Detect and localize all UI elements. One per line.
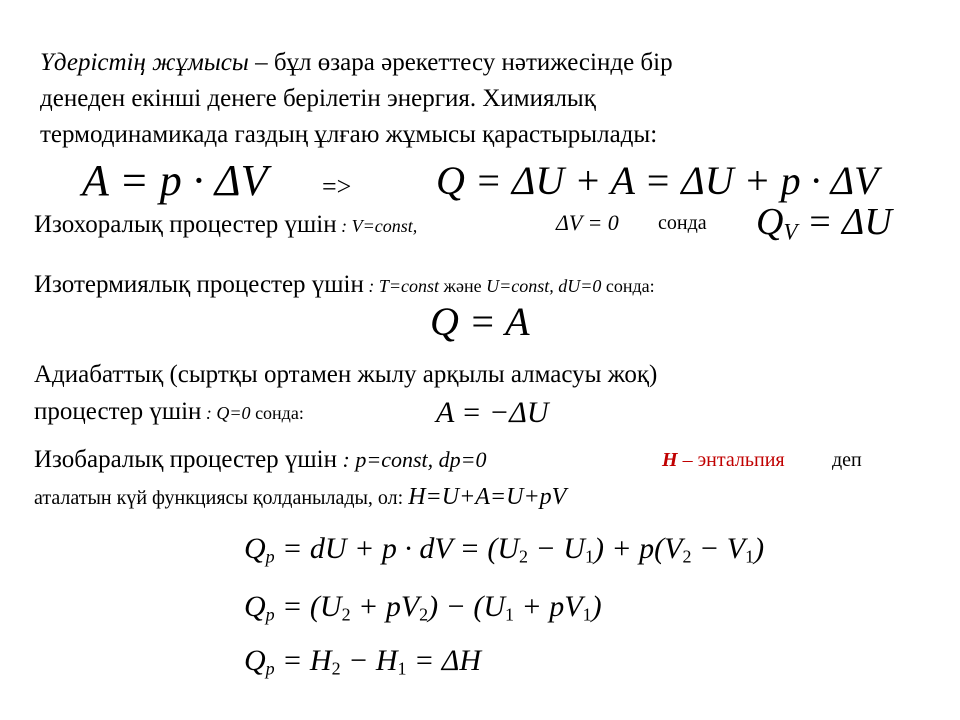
eq2-part-d: + pV (514, 590, 583, 623)
eq1-part-b: − U (528, 532, 585, 565)
isochoric-q-sub: V (783, 219, 798, 245)
isothermal-and: және (439, 276, 487, 296)
eq1-sub-1: 2 (519, 546, 529, 567)
isochoric-q: Q (756, 201, 784, 243)
eq3-part-b: − H (340, 644, 398, 677)
eq1-part-d: − V (691, 532, 746, 565)
eq3-part-a: = H (274, 644, 332, 677)
adiabatic-text: процестер үшін (34, 398, 202, 425)
equation-3 (244, 644, 481, 680)
adiabatic-then: сонда: (250, 403, 304, 423)
intro-line-1 (40, 46, 673, 79)
isochoric-text: Изохоралық процестер үшін (34, 211, 337, 238)
work-formula: A = p · ΔV (82, 156, 268, 205)
eq1-lhs: Q (244, 532, 266, 565)
eq1-sub-4: 1 (745, 546, 755, 567)
isobaric-condition: : p=const, dp=0 (337, 447, 487, 472)
eq2-sub-1: 2 (341, 604, 351, 625)
eq2-sub-2: 2 (419, 604, 429, 625)
eq3-lhs: Q (244, 644, 266, 677)
adiabatic-result: A = −ΔU (436, 396, 549, 429)
isochoric-delta: ΔV = 0 (556, 210, 619, 235)
enthalpy-definition: H=U+A=U+pV (408, 484, 567, 510)
isothermal-condition-1: : T=const (363, 276, 440, 296)
adiabatic-line-2 (34, 395, 304, 430)
adiabatic-condition: : Q=0 (201, 403, 251, 423)
isothermal-condition-2: U=const, dU=0 (486, 276, 602, 296)
eq2-sub-3: 1 (505, 604, 515, 625)
intro-line-2: денеден екінші денеге берілетін энергия. Химиялық (40, 85, 596, 112)
implies-arrow: => (322, 172, 352, 201)
eq2-sub-4: 1 (582, 604, 592, 625)
eq1-lhs-sub: p (265, 546, 275, 567)
isochoric-then: сонда (658, 212, 707, 234)
eq2-part-a: = (U (274, 590, 342, 623)
isobaric-text: Изобаралық процестер үшін (34, 446, 338, 473)
intro-line-1-rest: – бұл өзара әрекеттесу нәтижесінде бір (248, 49, 673, 76)
eq2-lhs: Q (244, 590, 266, 623)
eq3-part-c: = ΔH (406, 644, 482, 677)
adiabatic-line-1: Адиабаттық (сыртқы ортамен жылу арқылы алмасуы жоқ) (34, 361, 658, 388)
eq2-part-e: ) (591, 590, 602, 623)
isochoric-line (34, 208, 417, 243)
eq3-lhs-sub: p (265, 658, 275, 679)
eq3-sub-2: 1 (397, 658, 407, 679)
isobaric-line-1 (34, 443, 486, 476)
eq1-part-c: ) + p(V (593, 532, 683, 565)
isothermal-then: сонда: (601, 276, 655, 296)
eq1-sub-3: 2 (682, 546, 692, 567)
equation-2 (244, 590, 602, 626)
eq2-part-c: ) − (U (428, 590, 506, 623)
intro-term: Үдерістің жұмысы (40, 49, 249, 76)
equation-1 (244, 532, 764, 568)
enthalpy-name: – энтальпия (677, 449, 785, 471)
eq3-sub-1: 2 (331, 658, 341, 679)
eq1-part-a: = dU + p · dV = (U (274, 532, 520, 565)
isochoric-result (756, 200, 892, 246)
isobaric-line-2-text: аталатын күй функциясы қолданылады, ол: (34, 487, 409, 509)
isochoric-rhs: = ΔU (797, 201, 892, 243)
eq2-lhs-sub: p (265, 604, 275, 625)
enthalpy-label (662, 449, 785, 472)
eq1-part-e: ) (754, 532, 765, 565)
isothermal-text: Изотермиялық процестер үшін (34, 271, 364, 298)
isochoric-condition: : V=const, (336, 216, 418, 236)
enthalpy-symbol: H (662, 449, 678, 471)
eq2-part-b: + pV (350, 590, 420, 623)
first-law-formula: Q = ΔU + A = ΔU + p · ΔV (436, 158, 879, 203)
eq1-sub-2: 1 (584, 546, 594, 567)
intro-line-3: термодинамикада газдың ұлғаю жұмысы қарастырылады: (40, 121, 658, 148)
isobaric-line-2 (34, 484, 566, 511)
isothermal-result: Q = A (430, 299, 530, 344)
isothermal-line (34, 268, 655, 303)
isobaric-so-called: деп (832, 449, 862, 471)
